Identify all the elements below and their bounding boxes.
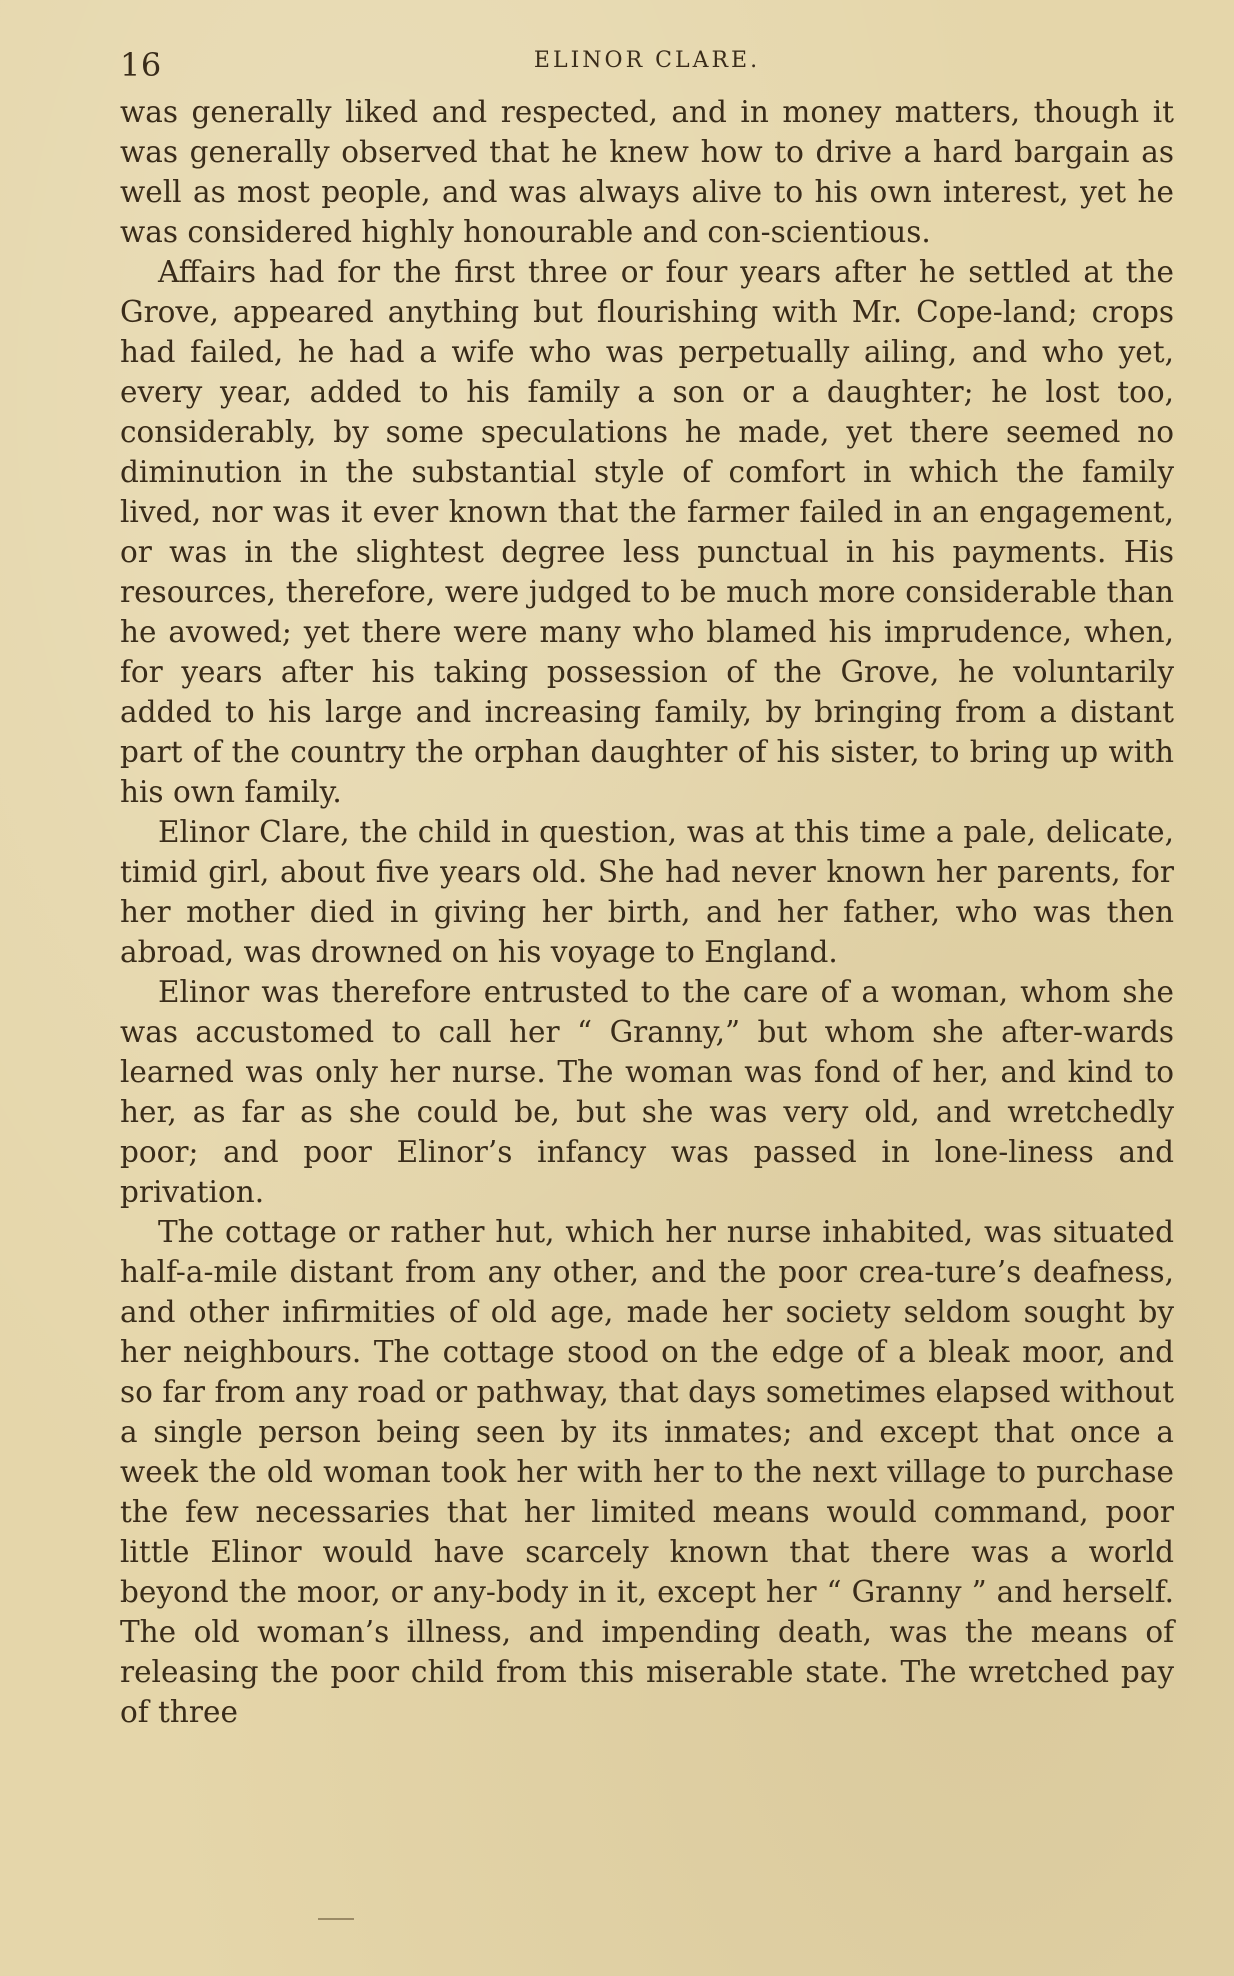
paragraph-2: Affairs had for the first three or four years after he settled at the Grove, appeared anything but flourishing with Mr. Cope-land; crops had failed, he had a wife who was perpetually ailing, and who yet, every year, added to his family a son or a daughter; he lost too, considerably, by some speculations he made, yet there seemed no diminution in the substantial style of comfort in which the family lived, nor was it ever known that the farmer failed in an engagement, or was in the slightest degree less punctual in his payments. His resources, therefore, were judged to be much more considerable than he avowed; yet there were many who blamed his imprudence, when, for years after his taking possession of the Grove, he voluntarily added to his large and increasing family, by bringing from a distant part of the country the orphan daughter of his sister, to bring up with his own family. — [120, 255, 1174, 809]
page-header — [120, 40, 1174, 84]
footer-mark — [318, 1918, 354, 1920]
body-text — [120, 92, 1174, 1732]
paragraph-4: Elinor was therefore entrusted to the care of a woman, whom she was accustomed to call her “ Granny,” but whom she after-wards learned was only her nurse. The woman was fond of her, and kind to her, as far as she could be, but she was very old, and wretchedly poor; and poor Elinor’s infancy was passed in lone-liness and privation. — [120, 975, 1174, 1209]
paragraph-3: Elinor Clare, the child in question, was at this time a pale, delicate, timid girl, about five years old. She had never known her parents, for her mother died in giving her birth, and her father, who was then abroad, was drowned on his voyage to England. — [120, 815, 1174, 969]
paragraph-1: was generally liked and respected, and in money matters, though it was generally observed that he knew how to drive a hard bargain as well as most people, and was always alive to his own interest, yet he was considered highly honourable and con-scientious. — [120, 95, 1174, 249]
page-number: 16 — [120, 46, 162, 84]
running-title: ELINOR CLARE. — [533, 48, 761, 73]
paragraph-5: The cottage or rather hut, which her nurse inhabited, was situated half-a-mile distant from any other, and the poor crea-ture’s deafness, and other infirmities of old age, made her society seldom sought by her neighbours. The cottage stood on the edge of a bleak moor, and so far from any road or pathway, that days sometimes elapsed without a single person being seen by its inmates; and except that once a week the old woman took her with her to the next village to purchase the few necessaries that her limited means would command, poor little Elinor would have scarcely known that there was a world beyond the moor, or any-body in it, except her “ Granny ” and herself. The old woman’s illness, and impending death, was the means of releasing the poor child from this miserable state. The wretched pay of three — [120, 1215, 1174, 1729]
